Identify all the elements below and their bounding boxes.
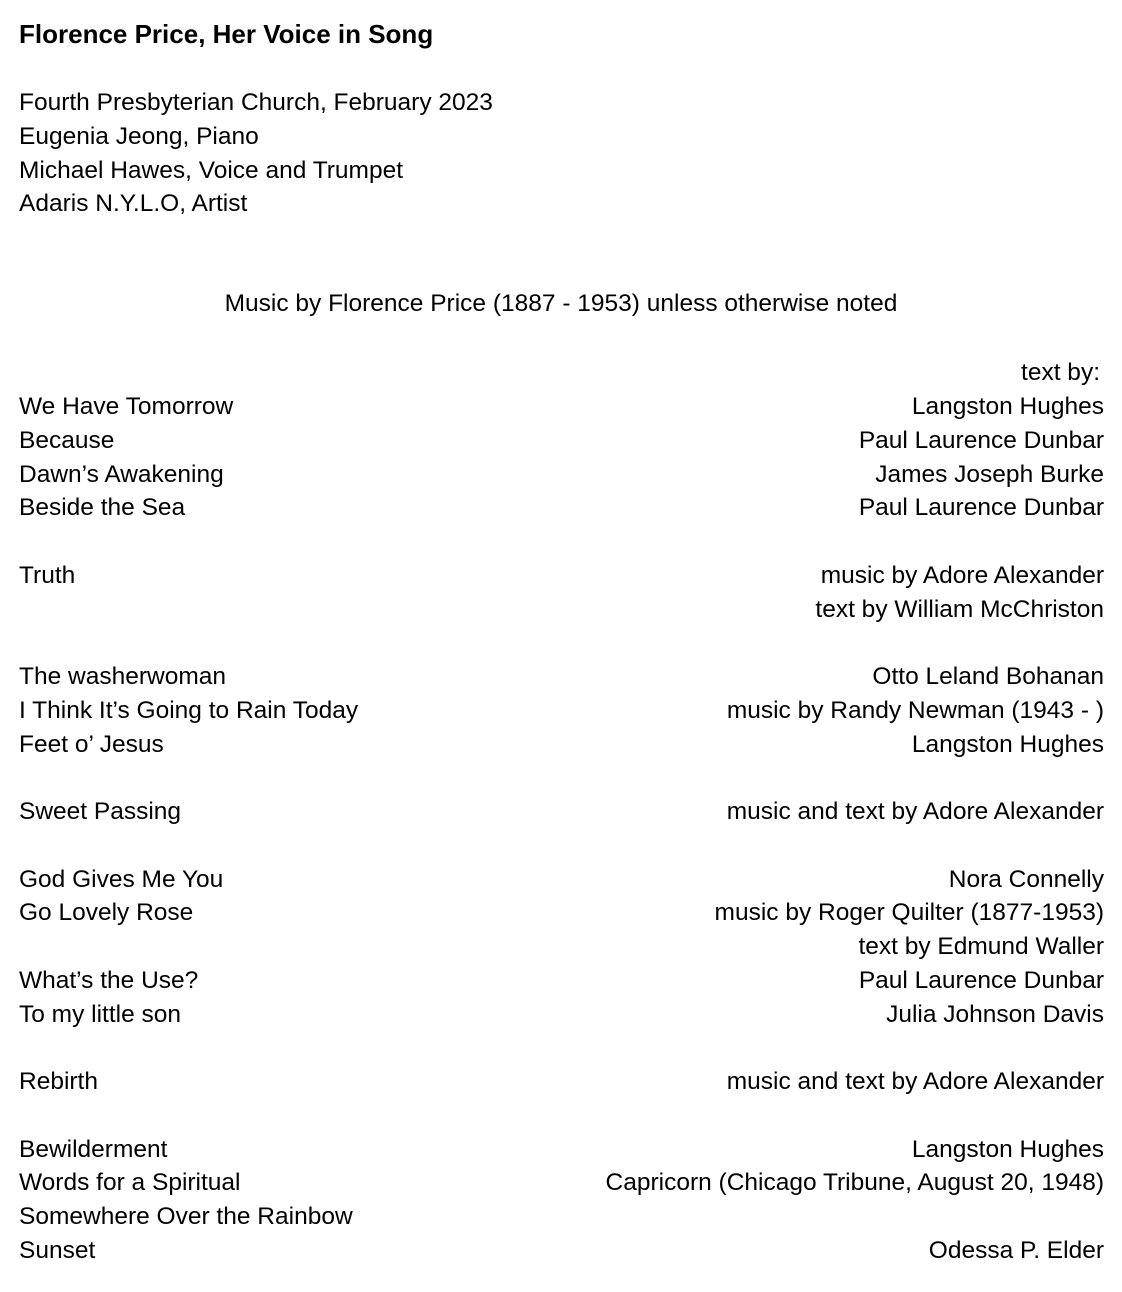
program-row: [19, 898, 1104, 928]
song-credit: music and text by Adore Alexander: [726, 798, 1104, 825]
performer-piano: Eugenia Jeong, Piano: [19, 123, 259, 150]
venue-date: Fourth Presbyterian Church, February 2023: [19, 89, 493, 116]
song-credit: music by Roger Quilter (1877-1953): [714, 899, 1104, 926]
song-title: Beside the Sea: [19, 494, 186, 521]
program-row: [19, 1236, 1104, 1266]
program-row: [19, 1168, 1104, 1198]
song-credit: music and text by Adore Alexander: [726, 1068, 1104, 1095]
song-title: Somewhere Over the Rainbow: [19, 1203, 353, 1230]
song-title: Go Lovely Rose: [19, 899, 194, 926]
song-title: Rebirth: [19, 1068, 98, 1095]
song-credit: text by Edmund Waller: [858, 933, 1104, 960]
program-row: [19, 797, 1104, 827]
performer-artist: Adaris N.Y.L.O, Artist: [19, 190, 248, 217]
song-credit: Langston Hughes: [911, 1136, 1104, 1163]
song-title: Bewilderment: [19, 1136, 168, 1163]
song-credit: Julia Johnson Davis: [886, 1001, 1104, 1028]
song-credit: music by Adore Alexander: [820, 562, 1104, 589]
program-row: [19, 460, 1104, 490]
song-title: Feet o’ Jesus: [19, 731, 164, 758]
song-title: I Think It’s Going to Rain Today: [19, 697, 359, 724]
song-title: Dawn’s Awakening: [19, 461, 224, 488]
song-credit: music by Randy Newman (1943 - ): [726, 697, 1104, 724]
program-row: [19, 696, 1104, 726]
page-title: Florence Price, Her Voice in Song: [19, 19, 434, 49]
program-row: [19, 493, 1104, 523]
program-row: [19, 392, 1104, 422]
program-row: [19, 595, 1104, 625]
program-row: [19, 966, 1104, 996]
program-row: [19, 730, 1104, 760]
song-credit: Paul Laurence Dunbar: [858, 967, 1104, 994]
song-title: Sunset: [19, 1237, 96, 1264]
song-credit: Nora Connelly: [948, 866, 1104, 893]
program-row: [19, 865, 1104, 895]
song-credit: Odessa P. Elder: [928, 1237, 1104, 1264]
composer-note: Music by Florence Price (1887 - 1953) unless otherwise noted: [224, 290, 898, 317]
song-title: Sweet Passing: [19, 798, 182, 825]
song-credit: Capricorn (Chicago Tribune, August 20, 1948): [605, 1169, 1104, 1196]
song-credit: Paul Laurence Dunbar: [858, 494, 1104, 521]
song-title: To my little son: [19, 1001, 182, 1028]
song-credit: text by William McChriston: [815, 596, 1104, 623]
program-row: [19, 662, 1104, 692]
song-title: What’s the Use?: [19, 967, 199, 994]
text-by-header: text by:: [1021, 359, 1100, 386]
program-row: [19, 561, 1104, 591]
song-title: Truth: [19, 562, 76, 589]
song-title: Because: [19, 427, 115, 454]
song-credit: Langston Hughes: [911, 393, 1104, 420]
performer-voice-trumpet: Michael Hawes, Voice and Trumpet: [19, 157, 404, 184]
song-credit: Otto Leland Bohanan: [872, 663, 1104, 690]
program-row: [19, 1202, 1104, 1232]
program-row: [19, 1067, 1104, 1097]
program-row: [19, 1000, 1104, 1030]
program-row: [19, 1135, 1104, 1165]
song-title: God Gives Me You: [19, 866, 224, 893]
song-credit: James Joseph Burke: [875, 461, 1104, 488]
song-title: Words for a Spiritual: [19, 1169, 241, 1196]
song-title: We Have Tomorrow: [19, 393, 234, 420]
song-credit: Langston Hughes: [911, 731, 1104, 758]
song-title: The washerwoman: [19, 663, 226, 690]
program-row: [19, 932, 1104, 962]
program-row: [19, 426, 1104, 456]
song-credit: Paul Laurence Dunbar: [858, 427, 1104, 454]
